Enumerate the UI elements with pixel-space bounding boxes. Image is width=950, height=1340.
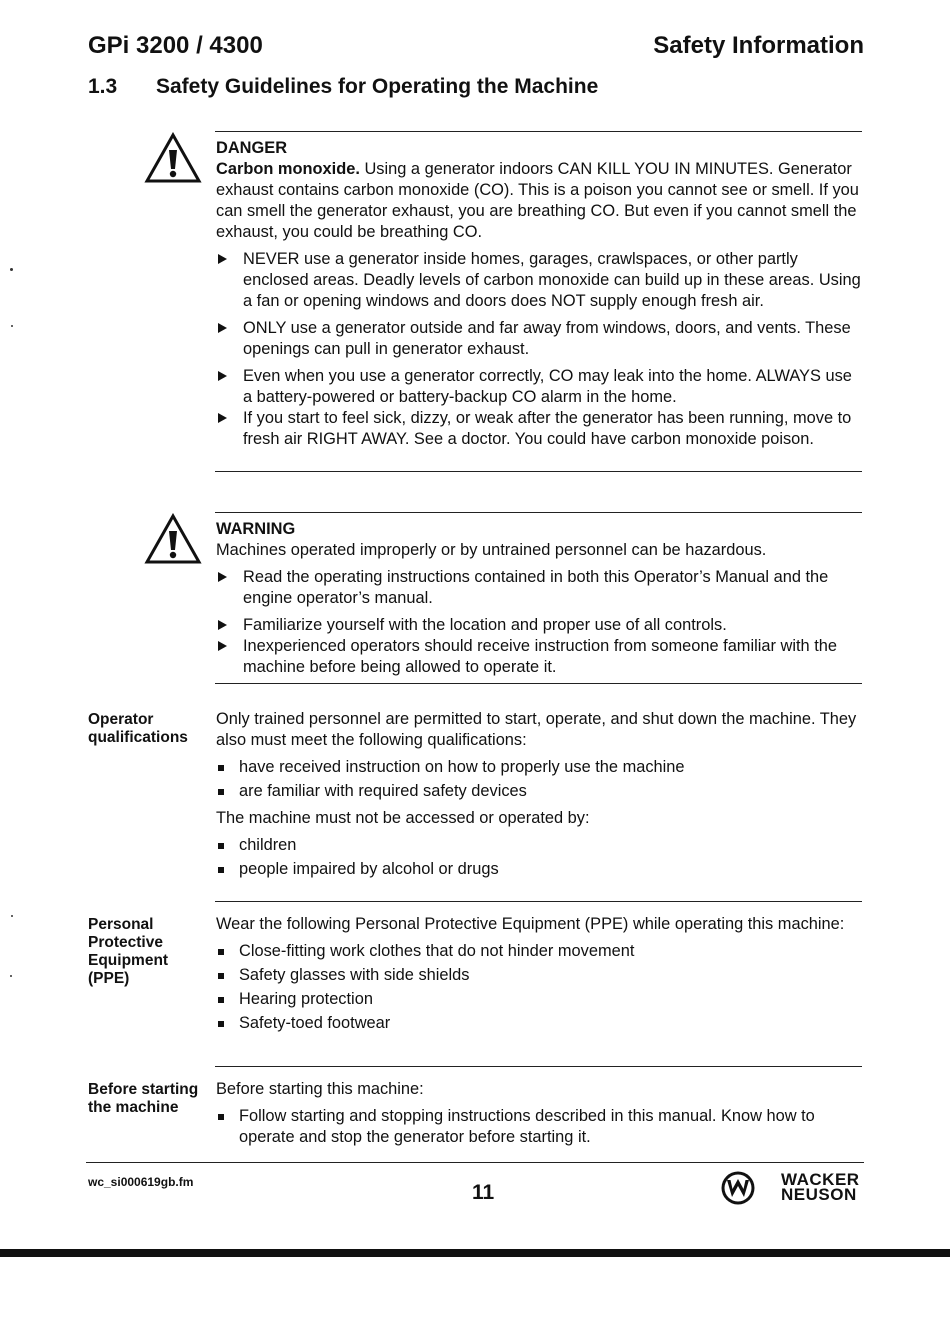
danger-item: ONLY use a generator outside and far away from windows, doors, and vents. These openings can pull in generator exhaust. bbox=[216, 318, 862, 360]
warning-triangle-icon bbox=[144, 513, 202, 565]
bullet-square-icon bbox=[218, 765, 224, 771]
operator-qualifications-body bbox=[216, 709, 862, 886]
bullet-square-icon bbox=[218, 1021, 224, 1027]
wacker-neuson-logo bbox=[719, 1170, 864, 1206]
bullet-square-icon bbox=[218, 867, 224, 873]
footer-rule bbox=[86, 1162, 864, 1163]
before-item: Follow starting and stopping instructions described in this manual. Know how to operate and stop the generator before starting it. bbox=[216, 1106, 862, 1148]
before-list bbox=[216, 1106, 862, 1148]
scan-speck bbox=[11, 915, 13, 917]
operator-item: have received instruction on how to properly use the machine bbox=[216, 757, 862, 778]
before-starting-label: Before starting the machine bbox=[88, 1081, 199, 1116]
operator-item: are familiar with required safety devices bbox=[216, 781, 862, 802]
warning-item: Read the operating instructions contained in both this Operator’s Manual and the engine operator’s manual. bbox=[216, 567, 862, 609]
product-title: GPi 3200 / 4300 bbox=[88, 32, 263, 59]
bullet-square-icon bbox=[218, 997, 224, 1003]
warning-top-rule bbox=[215, 512, 862, 513]
ppe-body bbox=[216, 914, 862, 1040]
danger-item: NEVER use a generator inside homes, garages, crawlspaces, or other partly enclosed areas. Deadly levels of carbon monoxide can build up in these areas. Using a fan or opening windows and doors does NOT supply enough fresh air. bbox=[216, 249, 862, 312]
ppe-item: Close-fitting work clothes that do not hinder movement bbox=[216, 941, 862, 962]
section-number: 1.3 bbox=[88, 75, 118, 98]
warning-bottom-rule bbox=[215, 683, 862, 684]
warning-lead: Machines operated improperly or by untrained personnel can be hazardous. bbox=[216, 541, 767, 559]
danger-top-rule bbox=[215, 131, 862, 132]
danger-lead-text: Using a generator indoors CAN KILL YOU IN MINUTES. Generator exhaust contains carbon monoxide (CO). This is a poison you cannot see or smell. If you can smell the generator exhaust, you are breathing CO. But even if you cannot smell the exhaust, you could be breathing CO. bbox=[216, 160, 859, 241]
ppe-item: Safety glasses with side shields bbox=[216, 965, 862, 986]
bullet-square-icon bbox=[218, 1114, 224, 1120]
ppe-list bbox=[216, 941, 862, 1034]
operator-item-2: children bbox=[216, 835, 862, 856]
ppe-top-rule bbox=[215, 901, 862, 902]
section-heading bbox=[88, 75, 598, 99]
bullet-triangle-icon bbox=[218, 620, 227, 630]
page-number: 11 bbox=[472, 1181, 495, 1204]
scan-speck bbox=[10, 975, 12, 977]
bullet-triangle-icon bbox=[218, 254, 227, 264]
ppe-item: Hearing protection bbox=[216, 989, 862, 1010]
logo-wordmark: WACKER NEUSON bbox=[781, 1170, 860, 1204]
warning-triangle-icon bbox=[144, 132, 202, 184]
bullet-square-icon bbox=[218, 949, 224, 955]
operator-qualifications-label: Operator qualifications bbox=[88, 711, 188, 746]
danger-item: If you start to feel sick, dizzy, or weak after the generator has been running, move to fresh air RIGHT AWAY. See a doctor. You could have carbon monoxide poison. bbox=[216, 408, 862, 450]
ppe-label: Personal Protective Equipment (PPE) bbox=[88, 916, 169, 987]
footer-filename: wc_si000619gb.fm bbox=[88, 1175, 194, 1189]
bullet-triangle-icon bbox=[218, 641, 227, 651]
warning-list bbox=[216, 567, 862, 678]
scan-speck bbox=[10, 268, 13, 271]
chapter-title: Safety Information bbox=[653, 32, 864, 59]
warning-message bbox=[216, 519, 862, 684]
bullet-square-icon bbox=[218, 843, 224, 849]
bullet-square-icon bbox=[218, 973, 224, 979]
operator-list bbox=[216, 757, 862, 802]
operator-intro: Only trained personnel are permitted to start, operate, and shut down the machine. They also must meet the following qualifications: bbox=[216, 710, 857, 749]
warning-item: Familiarize yourself with the location and proper use of all controls. bbox=[216, 615, 862, 636]
danger-lead-bold: Carbon monoxide. bbox=[216, 160, 360, 178]
warning-item: Inexperienced operators should receive instruction from someone familiar with the machine before being allowed to operate it. bbox=[216, 636, 862, 678]
ppe-intro: Wear the following Personal Protective Equipment (PPE) while operating this machine: bbox=[216, 915, 845, 933]
ppe-item: Safety-toed footwear bbox=[216, 1013, 862, 1034]
bullet-square-icon bbox=[218, 789, 224, 795]
section-title: Safety Guidelines for Operating the Machine bbox=[156, 75, 599, 98]
bullet-triangle-icon bbox=[218, 323, 227, 333]
operator-list-2 bbox=[216, 835, 862, 880]
danger-message bbox=[216, 138, 862, 456]
warning-label: WARNING bbox=[216, 520, 296, 538]
before-starting-body bbox=[216, 1079, 862, 1154]
scan-speck bbox=[11, 325, 13, 327]
scan-edge-bar bbox=[0, 1249, 950, 1257]
danger-lead bbox=[216, 159, 862, 243]
danger-label: DANGER bbox=[216, 139, 288, 157]
danger-bottom-rule bbox=[215, 471, 862, 472]
bullet-triangle-icon bbox=[218, 572, 227, 582]
wacker-neuson-w-logo-icon bbox=[719, 1170, 757, 1206]
operator-intro-2: The machine must not be accessed or operated by: bbox=[216, 809, 590, 827]
danger-item: Even when you use a generator correctly, CO may leak into the home. ALWAYS use a battery-powered or battery-backup CO alarm in the home. bbox=[216, 366, 862, 408]
before-intro: Before starting this machine: bbox=[216, 1080, 424, 1098]
bullet-triangle-icon bbox=[218, 371, 227, 381]
before-top-rule bbox=[215, 1066, 862, 1067]
danger-list bbox=[216, 249, 862, 450]
operator-item-2: people impaired by alcohol or drugs bbox=[216, 859, 862, 880]
bullet-triangle-icon bbox=[218, 413, 227, 423]
